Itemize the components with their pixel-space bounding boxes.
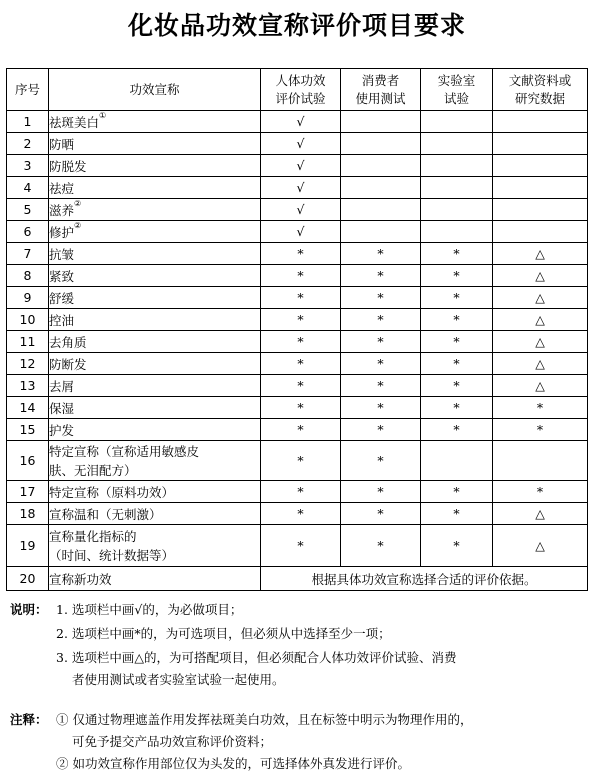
row-merged-note: 根据具体功效宣称选择合适的评价依据。	[261, 567, 588, 591]
row-claim	[49, 419, 261, 441]
row-number: 14	[7, 397, 49, 419]
row-number: 6	[7, 221, 49, 243]
row-claim	[49, 353, 261, 375]
row-claim-line: （时间、统计数据等）	[49, 547, 175, 563]
row-number: 1	[7, 111, 49, 133]
row-number: 18	[7, 503, 49, 525]
mark-lab: *	[421, 265, 493, 287]
row-claim-text: 去角质	[49, 334, 87, 350]
explain-item-2: 2. 选项栏中画*的，为可选项目，但必须从中选择至少一项；	[56, 626, 391, 641]
row-number: 19	[7, 525, 49, 567]
row-claim-text: 防断发	[49, 356, 87, 372]
row-claim	[49, 375, 261, 397]
table-row	[7, 503, 588, 525]
header-row	[7, 69, 588, 111]
mark-lab	[421, 133, 493, 155]
row-claim	[49, 525, 261, 567]
mark-lab: *	[421, 353, 493, 375]
row-claim-text: 保湿	[49, 400, 75, 416]
row-claim-text: 抗皱	[49, 246, 75, 262]
row-claim	[49, 397, 261, 419]
mark-lab	[421, 111, 493, 133]
mark-human: *	[261, 265, 341, 287]
mark-literature	[493, 199, 588, 221]
mark-lab	[421, 155, 493, 177]
mark-human: *	[261, 503, 341, 525]
mark-lab: *	[421, 243, 493, 265]
row-claim-text: 修护	[49, 224, 75, 240]
row-number: 10	[7, 309, 49, 331]
mark-consumer: *	[341, 265, 421, 287]
row-claim-text: 宣称新功效	[49, 571, 112, 587]
explain-item-3-cont: 者使用测试或者实验室试验一起使用。	[72, 672, 285, 687]
table-row	[7, 353, 588, 375]
table-row	[7, 441, 588, 481]
mark-lab: *	[421, 525, 493, 567]
row-claim	[49, 309, 261, 331]
row-number: 9	[7, 287, 49, 309]
table-row	[7, 177, 588, 199]
header-lab: 实验室 试验	[421, 69, 493, 111]
mark-literature	[493, 155, 588, 177]
row-number: 17	[7, 481, 49, 503]
table-row	[7, 309, 588, 331]
table-row	[7, 419, 588, 441]
row-number: 2	[7, 133, 49, 155]
mark-literature: △	[493, 287, 588, 309]
mark-human: *	[261, 525, 341, 567]
mark-human: *	[261, 309, 341, 331]
mark-human: √	[261, 133, 341, 155]
annot-item-1-cont: 可免予提交产品功效宣称评价资料；	[72, 734, 273, 749]
mark-literature	[493, 441, 588, 481]
row-claim-text: 控油	[49, 312, 75, 328]
mark-consumer: *	[341, 243, 421, 265]
mark-literature: △	[493, 353, 588, 375]
row-number: 4	[7, 177, 49, 199]
mark-human: √	[261, 177, 341, 199]
mark-lab: *	[421, 397, 493, 419]
mark-literature: △	[493, 243, 588, 265]
mark-human: √	[261, 155, 341, 177]
table-row	[7, 243, 588, 265]
row-number: 13	[7, 375, 49, 397]
mark-consumer: *	[341, 503, 421, 525]
mark-literature: *	[493, 419, 588, 441]
table-row	[7, 331, 588, 353]
mark-consumer: *	[341, 481, 421, 503]
mark-lab: *	[421, 481, 493, 503]
annot-label: 注释：	[10, 712, 48, 727]
row-claim	[49, 243, 261, 265]
table-row	[7, 397, 588, 419]
explain-item-1: 1. 选项栏中画√的，为必做项目；	[56, 602, 243, 617]
row-claim	[49, 331, 261, 353]
mark-literature	[493, 221, 588, 243]
row-claim	[49, 265, 261, 287]
mark-consumer	[341, 221, 421, 243]
row-number: 3	[7, 155, 49, 177]
mark-lab: *	[421, 503, 493, 525]
row-number: 12	[7, 353, 49, 375]
mark-literature	[493, 133, 588, 155]
mark-human: √	[261, 221, 341, 243]
mark-lab: *	[421, 309, 493, 331]
mark-lab: *	[421, 419, 493, 441]
row-number: 16	[7, 441, 49, 481]
mark-consumer	[341, 177, 421, 199]
mark-consumer	[341, 111, 421, 133]
row-claim-line: 特定宣称（宣称适用敏感皮	[49, 443, 200, 459]
row-claim	[49, 111, 261, 133]
row-claim-line: 肤、无泪配方）	[49, 462, 137, 478]
row-claim-line: 宣称量化指标的	[49, 528, 137, 544]
row-number: 5	[7, 199, 49, 221]
row-claim	[49, 199, 261, 221]
row-claim	[49, 287, 261, 309]
row-claim	[49, 503, 261, 525]
mark-literature	[493, 111, 588, 133]
table-row	[7, 199, 588, 221]
mark-consumer: *	[341, 353, 421, 375]
footnote-marker: ②	[74, 220, 82, 230]
mark-lab	[421, 441, 493, 481]
mark-literature: △	[493, 309, 588, 331]
mark-human: *	[261, 397, 341, 419]
row-claim-text: 宣称温和（无刺激）	[49, 506, 162, 522]
table-row	[7, 567, 588, 591]
footnote-marker: ②	[74, 198, 82, 208]
mark-lab	[421, 199, 493, 221]
table-row	[7, 265, 588, 287]
row-claim	[49, 221, 261, 243]
mark-lab	[421, 221, 493, 243]
mark-consumer: *	[341, 375, 421, 397]
row-claim	[49, 133, 261, 155]
header-consumer: 消费者 使用测试	[341, 69, 421, 111]
row-claim-text: 紧致	[49, 268, 75, 284]
row-claim-text: 防晒	[49, 136, 75, 152]
table-row	[7, 133, 588, 155]
mark-human: *	[261, 243, 341, 265]
table-row	[7, 221, 588, 243]
header-literature: 文献资料或 研究数据	[493, 69, 588, 111]
mark-literature: *	[493, 397, 588, 419]
header-human: 人体功效 评价试验	[261, 69, 341, 111]
header-seq: 序号	[7, 69, 49, 111]
mark-consumer	[341, 199, 421, 221]
table-row	[7, 525, 588, 567]
page-title: 化妆品功效宣称评价项目要求	[127, 11, 466, 40]
mark-consumer: *	[341, 441, 421, 481]
table-row	[7, 481, 588, 503]
mark-literature: △	[493, 375, 588, 397]
row-number: 7	[7, 243, 49, 265]
row-number: 8	[7, 265, 49, 287]
row-claim-text: 防脱发	[49, 158, 87, 174]
explain-label: 说明：	[10, 602, 48, 617]
table-row	[7, 155, 588, 177]
table-row	[7, 287, 588, 309]
mark-consumer: *	[341, 309, 421, 331]
row-number: 15	[7, 419, 49, 441]
mark-human: *	[261, 481, 341, 503]
mark-literature: △	[493, 331, 588, 353]
row-claim	[49, 441, 261, 481]
mark-human: *	[261, 287, 341, 309]
mark-human: *	[261, 353, 341, 375]
row-number: 11	[7, 331, 49, 353]
footnote-marker: ①	[99, 110, 107, 120]
mark-human: *	[261, 375, 341, 397]
mark-consumer: *	[341, 331, 421, 353]
annot-item-1: ① 仅通过物理遮盖作用发挥祛斑美白功效，且在标签中明示为物理作用的，	[56, 712, 473, 727]
row-claim-text: 舒缓	[49, 290, 75, 306]
mark-literature: △	[493, 265, 588, 287]
mark-lab: *	[421, 375, 493, 397]
mark-consumer: *	[341, 419, 421, 441]
row-claim-text: 特定宣称（原料功效）	[49, 484, 175, 500]
row-claim	[49, 481, 261, 503]
row-claim-text: 滋养	[49, 202, 75, 218]
mark-consumer: *	[341, 397, 421, 419]
row-claim	[49, 177, 261, 199]
table-row	[7, 111, 588, 133]
row-claim	[49, 567, 261, 591]
mark-human: *	[261, 419, 341, 441]
mark-lab	[421, 177, 493, 199]
row-claim-text: 祛痘	[49, 180, 75, 196]
mark-consumer	[341, 155, 421, 177]
mark-lab: *	[421, 331, 493, 353]
mark-literature: △	[493, 503, 588, 525]
mark-lab: *	[421, 287, 493, 309]
mark-literature: △	[493, 525, 588, 567]
table-row	[7, 375, 588, 397]
explain-item-3: 3. 选项栏中画△的，为可搭配项目，但必须配合人体功效评价试验、消费	[56, 650, 457, 665]
header-claim: 功效宣称	[49, 69, 261, 111]
mark-consumer	[341, 133, 421, 155]
mark-literature	[493, 177, 588, 199]
annot-item-2: ② 如功效宣称作用部位仅为头发的，可选择体外真发进行评价。	[56, 756, 410, 771]
mark-human: √	[261, 199, 341, 221]
claims-table	[6, 68, 588, 591]
mark-consumer: *	[341, 525, 421, 567]
row-number: 20	[7, 567, 49, 591]
row-claim	[49, 155, 261, 177]
row-claim-text: 祛斑美白	[49, 114, 100, 130]
mark-human: *	[261, 441, 341, 481]
mark-human: *	[261, 331, 341, 353]
mark-literature: *	[493, 481, 588, 503]
mark-consumer: *	[341, 287, 421, 309]
row-claim-text: 去屑	[49, 378, 75, 394]
mark-human: √	[261, 111, 341, 133]
row-claim-text: 护发	[49, 422, 75, 438]
